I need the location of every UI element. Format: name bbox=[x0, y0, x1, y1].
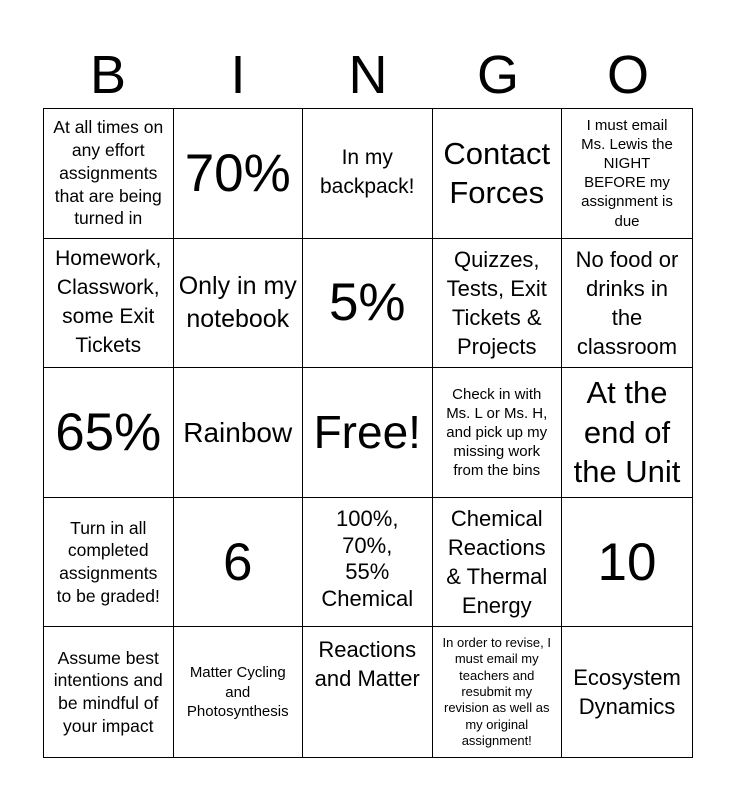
cell-text: No food or drinks in the classroom bbox=[575, 246, 679, 359]
bingo-cell bbox=[174, 368, 304, 498]
bingo-cell-free bbox=[303, 368, 433, 498]
cell-text: Chemical Reactions & Thermal Energy bbox=[446, 506, 548, 619]
bingo-cell bbox=[303, 498, 433, 628]
header-letter-g: G bbox=[476, 45, 519, 105]
cell-text: 70% bbox=[184, 143, 291, 203]
bingo-cell bbox=[44, 627, 174, 757]
cell-text: Contact Forces bbox=[443, 135, 551, 211]
cell-text: At all times on any effort assignments that are being turned in bbox=[53, 117, 164, 229]
cell-text: 100%, 70%, 55% Chemical bbox=[321, 505, 414, 612]
bingo-cell bbox=[44, 239, 174, 369]
cell-text: Check in with Ms. L or Ms. H, and pick up my missing work from the bins bbox=[446, 385, 548, 480]
cell-text: 10 bbox=[597, 532, 657, 592]
cell-text: Turn in all completed assignments to be graded! bbox=[56, 517, 160, 606]
bingo-cell bbox=[433, 109, 563, 239]
bingo-cell bbox=[303, 627, 433, 757]
bingo-cell bbox=[562, 627, 692, 757]
bingo-cell bbox=[174, 627, 304, 757]
cell-text: At the end of the Unit bbox=[573, 374, 681, 490]
bingo-cell bbox=[562, 239, 692, 369]
cell-text: 6 bbox=[223, 532, 253, 592]
bingo-cell bbox=[562, 109, 692, 239]
cell-text: Matter Cycling and Photosynthesis bbox=[186, 664, 289, 720]
header-letter-n: N bbox=[348, 45, 388, 105]
bingo-cell bbox=[562, 498, 692, 628]
cell-text: Reactions and Matter bbox=[314, 637, 420, 692]
bingo-cell bbox=[174, 498, 304, 628]
cell-text: I must email Ms. Lewis the NIGHT BEFORE my assignment is due bbox=[581, 116, 673, 230]
cell-text: Only in my notebook bbox=[178, 272, 297, 333]
bingo-cell bbox=[44, 368, 174, 498]
cell-text: Free! bbox=[313, 406, 421, 459]
bingo-cell bbox=[44, 109, 174, 239]
bingo-cell bbox=[44, 498, 174, 628]
bingo-cell bbox=[174, 239, 304, 369]
cell-text: 5% bbox=[328, 273, 406, 333]
header-letter-o: O bbox=[606, 45, 649, 105]
bingo-board bbox=[43, 108, 693, 758]
cell-text: 65% bbox=[55, 402, 162, 462]
cell-text: Rainbow bbox=[183, 416, 293, 448]
header-letter-i: I bbox=[230, 45, 246, 105]
header-letter-b: B bbox=[89, 45, 127, 105]
cell-text: In order to revise, I must email my teachers and resubmit my revision as well as my original assignment! bbox=[442, 634, 551, 749]
bingo-cell bbox=[174, 109, 304, 239]
bingo-cell bbox=[562, 368, 692, 498]
bingo-cell bbox=[433, 368, 563, 498]
cell-text: In my backpack! bbox=[319, 146, 415, 199]
bingo-header bbox=[43, 40, 693, 108]
bingo-cell bbox=[433, 498, 563, 628]
cell-text: Homework, Classwork, some Exit Tickets bbox=[55, 246, 162, 357]
bingo-cell bbox=[303, 109, 433, 239]
bingo-cell bbox=[303, 239, 433, 369]
cell-text: Assume best intentions and be mindful of your impact bbox=[53, 647, 163, 736]
bingo-cell bbox=[433, 627, 563, 757]
cell-text: Ecosystem Dynamics bbox=[573, 665, 681, 720]
bingo-cell bbox=[433, 239, 563, 369]
cell-text: Quizzes, Tests, Exit Tickets & Projects bbox=[446, 246, 547, 359]
